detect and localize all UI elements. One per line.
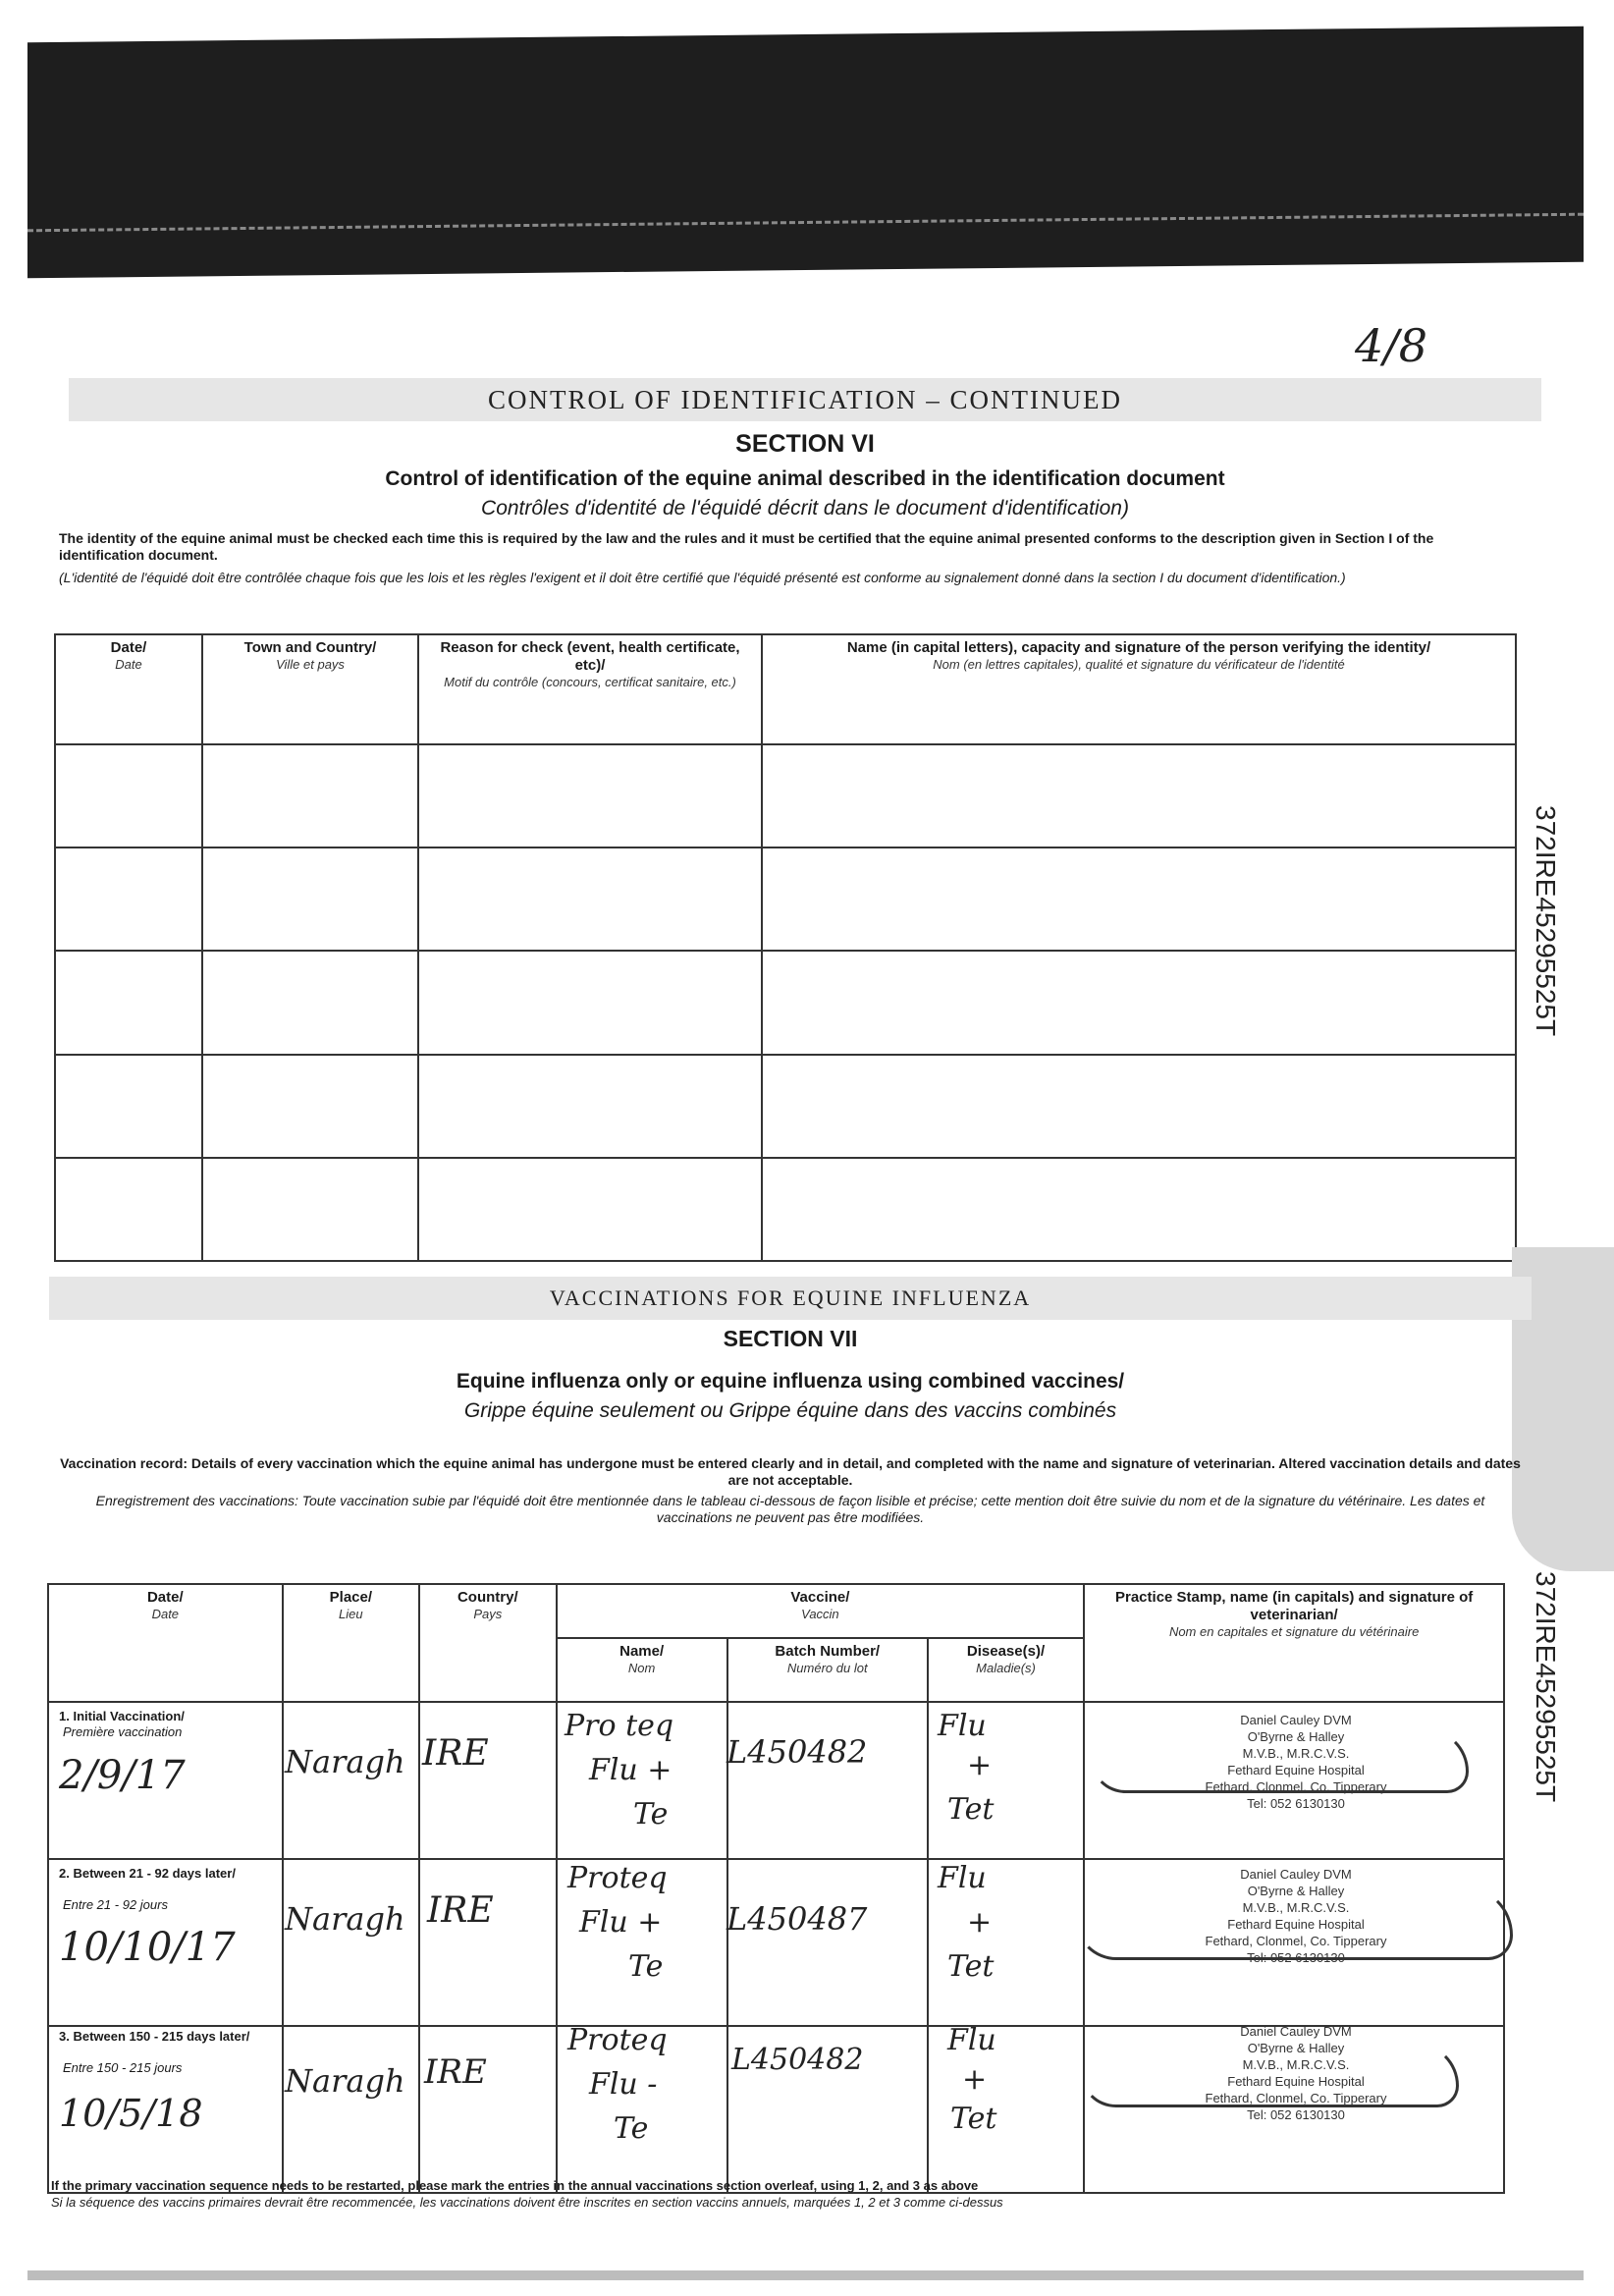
row1-stamp-line4: Fethard Equine Hospital <box>1227 1763 1365 1777</box>
side-id-upper: 372IRE45295525T <box>1531 805 1561 1037</box>
row2-signature <box>1075 1886 1513 1960</box>
row2-batch: L450487 <box>726 1900 868 1938</box>
row2-vaccine-3: Te <box>628 1949 664 1984</box>
row1-vaccine-3: Te <box>633 1797 669 1831</box>
vacc-country-en: Country/ <box>457 1589 518 1606</box>
side-id-lower: 372IRE45295525T <box>1531 1571 1561 1803</box>
section7-label: SECTION VII <box>723 1326 858 1351</box>
vacc-stamp-fr: Nom en capitales et signature du vétérinaire <box>1168 1624 1420 1639</box>
row1-stamp-line2: O'Byrne & Halley <box>1247 1729 1345 1744</box>
section6-intro-fr: (L'identité de l'équidé doit être contrôlée chaque fois que les lois et les règles l'exigent et il doit être certifié que l'équidé présenté est conforme au signalement donné dans la section I du document d'identification.) <box>59 570 1346 585</box>
vacc-vaccine-en: Vaccine/ <box>790 1589 850 1606</box>
row1-date: 2/9/17 <box>59 1753 186 1798</box>
row3-stamp-line5: Fethard, Clonmel, Co. Tipperary <box>1205 2091 1387 2105</box>
row3-label-fr: Entre 150 - 215 jours <box>63 2060 183 2075</box>
vacc-stamp-en: Practice Stamp, name (in capitals) and signature of veterinarian/ <box>1115 1589 1474 1623</box>
row2-disease-3: Tet <box>947 1949 995 1984</box>
row3-vaccine-1: Proteq <box>567 2023 668 2057</box>
row1-disease-1: Flu <box>938 1709 987 1743</box>
section6-title-fr: Contrôles d'identité de l'équidé décrit dans le document d'identification) <box>481 497 1129 519</box>
col-date-en: Date/ <box>110 639 147 656</box>
section6-banner: CONTROL OF IDENTIFICATION – CONTINUED <box>69 378 1541 421</box>
row3-stamp-line3: M.V.B., M.R.C.V.S. <box>1242 2057 1350 2072</box>
row2-vaccine-2: Flu + <box>579 1905 663 1940</box>
table-row <box>55 951 1516 1054</box>
row2-country: IRE <box>427 1890 494 1931</box>
vacc-col-place <box>283 1584 419 1702</box>
vacc-disease-fr: Maladie(s) <box>976 1661 1036 1675</box>
row1-vaccine-1: Pro teq <box>565 1709 674 1743</box>
vacc-disease-en: Disease(s)/ <box>966 1643 1046 1660</box>
vacc-col-date <box>48 1584 283 1702</box>
vacc-col-vaccine <box>557 1584 1085 1638</box>
section7-title-fr: Grippe équine seulement ou Grippe équine dans des vaccins combinés <box>463 1399 1117 1422</box>
row3-vaccine-3: Te <box>614 2111 649 2146</box>
row1-disease-2: + <box>967 1748 993 1782</box>
row3-stamp-line1: Daniel Cauley DVM <box>1240 2024 1352 2039</box>
row2-disease-1: Flu <box>938 1861 987 1895</box>
col-town-fr: Ville et pays <box>276 657 345 672</box>
col-date-fr: Date <box>115 657 142 672</box>
row2-stamp-line1: Daniel Cauley DVM <box>1240 1867 1352 1882</box>
row2-stamp-line5: Fethard, Clonmel, Co. Tipperary <box>1205 1934 1387 1948</box>
row1-signature <box>1090 1728 1469 1793</box>
row3-batch: L450482 <box>731 2043 864 2077</box>
vacc-vaccine-fr: Vaccin <box>801 1607 839 1621</box>
col-reason-header <box>418 634 762 744</box>
row3-vaccine-2: Flu - <box>589 2067 658 2102</box>
footnote-fr: Si la séquence des vaccins primaires devrait être recommencée, les vaccinations doivent être inscrites en section vaccins annuels, marquées 1, 2 et 3 comme ci-dessus <box>51 2195 1003 2210</box>
col-town-en: Town and Country/ <box>243 639 377 656</box>
row2-stamp-line6: Tel: 052 6130130 <box>1247 1950 1345 1965</box>
col-verifier-en: Name (in capital letters), capacity and signature of the person verifying the identity/ <box>846 639 1431 656</box>
page-number: 4/8 <box>1355 319 1428 372</box>
row2-stamp-line2: O'Byrne & Halley <box>1247 1884 1345 1898</box>
vacc-batch-fr: Numéro du lot <box>786 1661 868 1675</box>
row1-label-fr: Première vaccination <box>63 1724 183 1739</box>
row1-stamp-line6: Tel: 052 6130130 <box>1247 1796 1345 1811</box>
scan-dark-header <box>27 27 1584 279</box>
col-verifier-fr: Nom (en lettres capitales), qualité et signature du vérificateur de l'identité <box>933 657 1345 672</box>
row2-disease-2: + <box>967 1905 993 1940</box>
row3-stamp-line4: Fethard Equine Hospital <box>1227 2074 1365 2089</box>
row3-country: IRE <box>424 2052 487 2092</box>
row3-disease-1: Flu <box>947 2023 996 2057</box>
row3-disease-2: + <box>962 2062 988 2097</box>
row3-signature <box>1080 2043 1459 2107</box>
table-row <box>55 847 1516 951</box>
vacc-col-stamp <box>1084 1584 1504 1702</box>
col-verifier-header <box>762 634 1516 744</box>
table-row <box>55 1158 1516 1261</box>
col-date-header <box>55 634 202 744</box>
row2-vaccine-1: Proteq <box>567 1861 668 1895</box>
table-row <box>55 1055 1516 1158</box>
section6-intro-en: The identity of the equine animal must be checked each time this is required by the law and the rules and it must be certified that the equine animal presented conforms to the description given in Section I of the identification document. <box>59 530 1434 563</box>
section7-title-en: Equine influenza only or equine influenza using combined vaccines/ <box>456 1370 1125 1393</box>
row1-disease-3: Tet <box>947 1792 995 1827</box>
row1-stamp-line5: Fethard, Clonmel, Co. Tipperary <box>1205 1779 1387 1794</box>
vacc-name-en: Name/ <box>619 1643 665 1660</box>
row3-stamp-line6: Tel: 052 6130130 <box>1247 2107 1345 2122</box>
row1-batch: L450482 <box>726 1733 868 1771</box>
row1-country: IRE <box>422 1733 489 1774</box>
row3-place: Naragh <box>285 2062 405 2100</box>
row3-stamp-line2: O'Byrne & Halley <box>1247 2041 1345 2055</box>
identity-check-table <box>54 633 1517 1262</box>
section7-record-fr: Enregistrement des vaccinations: Toute vaccination subie par l'équidé doit être mentionnée dans le tableau ci-dessous de façon lisible et précise; cette mention doit être suivie du nom et de la signature du vétérinaire. Les dates et vaccinations ne peuvent pas être modifiées. <box>95 1493 1485 1525</box>
vacc-date-en: Date/ <box>146 1589 184 1606</box>
row3-disease-3: Tet <box>950 2102 997 2136</box>
vacc-batch-en: Batch Number/ <box>775 1643 881 1660</box>
vacc-col-name <box>557 1638 727 1702</box>
row2-date: 10/10/17 <box>59 1925 236 1970</box>
row2-label-en: 2. Between 21 - 92 days later/ <box>59 1866 236 1881</box>
row2-place: Naragh <box>285 1900 405 1938</box>
row1-label-en: 1. Initial Vaccination/ <box>59 1709 185 1723</box>
row3-label-en: 3. Between 150 - 215 days later/ <box>59 2029 250 2044</box>
row1-stamp-line1: Daniel Cauley DVM <box>1240 1713 1352 1727</box>
row2-stamp-line3: M.V.B., M.R.C.V.S. <box>1242 1900 1350 1915</box>
vacc-col-country <box>419 1584 557 1702</box>
vacc-place-en: Place/ <box>329 1589 373 1606</box>
vacc-country-fr: Pays <box>473 1607 503 1621</box>
table-row <box>55 744 1516 847</box>
row1-place: Naragh <box>285 1743 405 1780</box>
scan-bottom-edge <box>27 2270 1584 2280</box>
row3-date: 10/5/18 <box>59 2092 203 2135</box>
vacc-date-fr: Date <box>151 1607 180 1621</box>
section6-label: SECTION VI <box>735 430 875 458</box>
row2-label-fr: Entre 21 - 92 jours <box>63 1897 168 1912</box>
col-town-header <box>202 634 418 744</box>
footnote-en: If the primary vaccination sequence needs to be restarted, please mark the entries in the annual vaccinations section overleaf, using 1, 2, and 3 as above <box>51 2178 979 2193</box>
vacc-name-fr: Nom <box>627 1661 656 1675</box>
section7-banner: VACCINATIONS FOR EQUINE INFLUENZA <box>49 1277 1532 1320</box>
vacc-col-batch <box>727 1638 928 1702</box>
col-reason-en: Reason for check (event, health certificate, etc)/ <box>440 639 740 674</box>
row1-vaccine-2: Flu + <box>589 1753 672 1787</box>
section6-title-en: Control of identification of the equine animal described in the identification document <box>385 467 1225 490</box>
section7-record-en: Vaccination record: Details of every vaccination which the equine animal has undergone must be entered clearly and in detail, and completed with the name and signature of veterinarian. Altered vaccination details and dates are not acceptable. <box>60 1455 1521 1488</box>
row2-stamp-line4: Fethard Equine Hospital <box>1227 1917 1365 1932</box>
vacc-col-disease <box>928 1638 1085 1702</box>
row1-stamp-line3: M.V.B., M.R.C.V.S. <box>1242 1746 1350 1761</box>
vacc-place-fr: Lieu <box>339 1607 363 1621</box>
col-reason-fr: Motif du contrôle (concours, certificat sanitaire, etc.) <box>444 675 736 689</box>
